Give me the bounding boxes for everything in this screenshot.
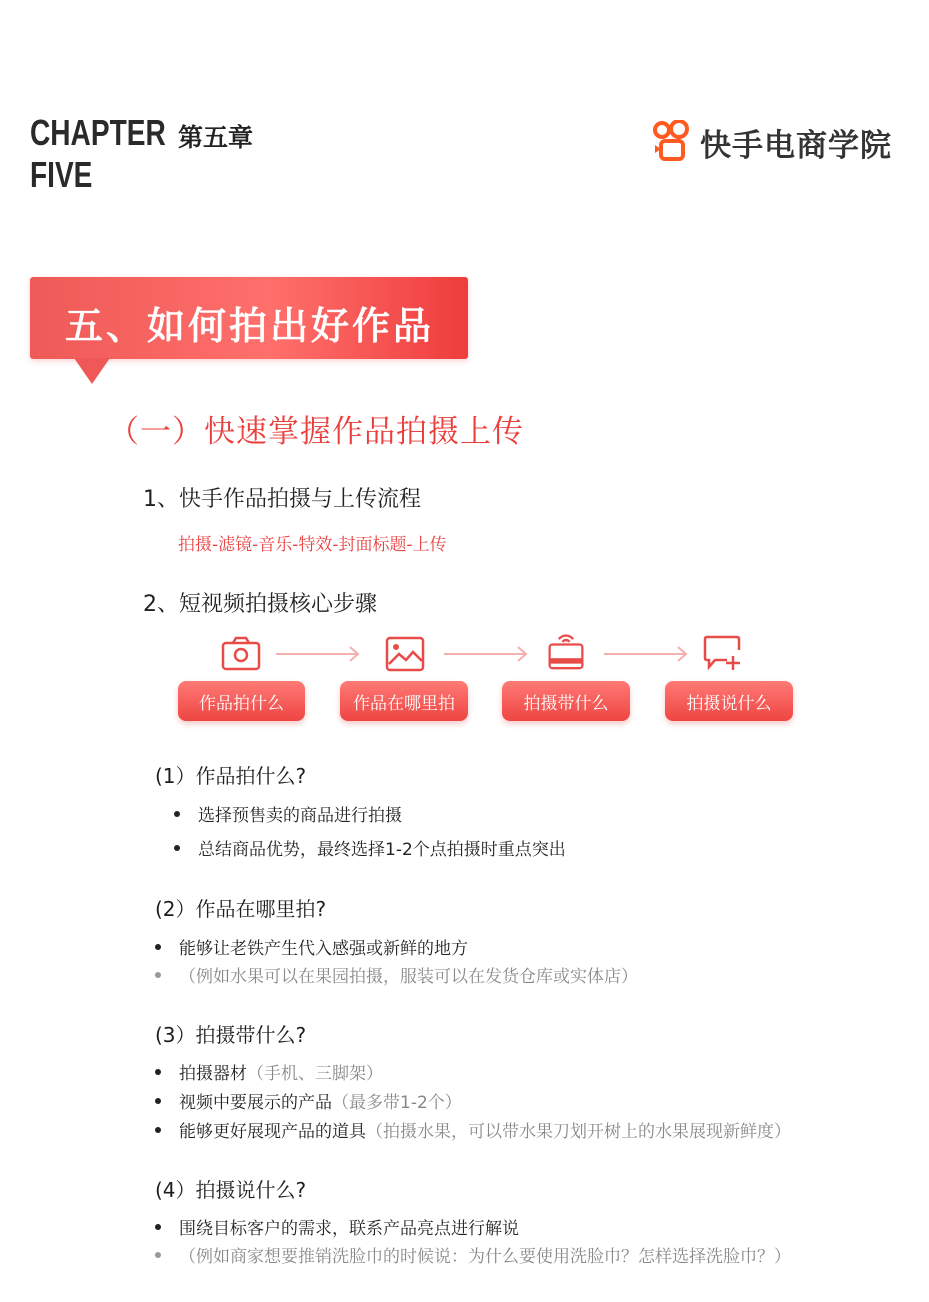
list-item-text: 视频中要展示的产品 <box>179 1093 332 1113</box>
list-item-note: （例如水果可以在果园拍摄，服装可以在发货仓库或实体店） <box>179 967 638 987</box>
list-item <box>155 962 638 987</box>
bullet <box>155 1098 161 1104</box>
banner-pointer <box>74 358 110 384</box>
step-pill-where-to-shoot[interactable] <box>340 681 468 721</box>
list-item-text: 总结商品优势，最终选择1-2个点拍摄时重点突出 <box>198 840 566 860</box>
list-item-text: 拍摄器材 <box>179 1064 247 1084</box>
step-label: 作品在哪里拍 <box>353 693 455 714</box>
speech-add-icon <box>703 634 743 674</box>
list-item-note: （拍摄水果，可以带水果刀划开树上的水果展现新鲜度） <box>366 1122 791 1142</box>
bullet <box>155 1127 161 1133</box>
image-icon <box>385 634 425 674</box>
chapter-cn-label: 第五章 <box>178 123 254 152</box>
banner-title: 五、如何拍出好作品 <box>65 304 435 348</box>
bullet <box>174 811 180 817</box>
list-item <box>155 1088 462 1113</box>
bullet <box>155 1224 161 1230</box>
question-2-title: (2）作品在哪里拍? <box>155 897 327 921</box>
bullet <box>174 845 180 851</box>
bullet <box>155 972 161 978</box>
step-pill-what-to-bring[interactable] <box>502 681 630 721</box>
upload-flow-text: 拍摄-滤镜-音乐-特效-封面标题-上传 <box>178 535 447 555</box>
list-item <box>155 1214 519 1239</box>
step-pill-what-to-shoot[interactable] <box>178 681 305 721</box>
bullet <box>155 1069 161 1075</box>
bullet <box>155 944 161 950</box>
list-item-note: （最多带1-2个） <box>332 1093 462 1113</box>
chapter-line-1: CHAPTER <box>30 112 166 153</box>
chapter-label <box>30 112 166 196</box>
list-item-text: 围绕目标客户的需求，联系产品亮点进行解说 <box>179 1219 519 1239</box>
list-item-text: 选择预售卖的商品进行拍摄 <box>198 806 402 826</box>
section-title: （一）快速掌握作品拍摄上传 <box>108 414 524 450</box>
list-item-note: （手机、三脚架） <box>247 1064 383 1084</box>
list-item <box>174 835 566 860</box>
list-item-text: 能够让老铁产生代入感强或新鲜的地方 <box>179 939 468 959</box>
question-1-title: (1）作品拍什么? <box>155 764 307 788</box>
list-item <box>174 801 402 826</box>
list-item <box>155 1117 791 1142</box>
chapter-line-2: FIVE <box>30 154 93 195</box>
question-3-title: (3）拍摄带什么? <box>155 1023 307 1047</box>
step-label: 拍摄带什么 <box>523 693 609 714</box>
bag-icon <box>546 630 586 670</box>
bullet <box>155 1252 161 1258</box>
step-label: 拍摄说什么 <box>686 693 772 714</box>
brand-logo <box>652 120 892 164</box>
list-item <box>155 934 468 959</box>
logo-text: 快手电商学院 <box>700 127 892 164</box>
list-item <box>155 1059 383 1084</box>
arrow-right-icon <box>276 644 362 664</box>
step-pill-what-to-say[interactable] <box>665 681 793 721</box>
arrow-right-icon <box>604 644 690 664</box>
part2-heading: 2、短视频拍摄核心步骤 <box>143 592 377 617</box>
list-item <box>155 1242 791 1267</box>
arrow-right-icon <box>444 644 530 664</box>
part1-heading: 1、快手作品拍摄与上传流程 <box>143 487 421 512</box>
question-4-title: (4）拍摄说什么? <box>155 1178 307 1202</box>
camera-icon <box>221 634 261 674</box>
list-item-text: 能够更好展现产品的道具 <box>179 1122 366 1142</box>
list-item-note: （例如商家想要推销洗脸巾的时候说：为什么要使用洗脸巾？怎样选择洗脸巾？） <box>179 1247 791 1267</box>
kuaishou-logo-icon <box>652 120 692 164</box>
step-label: 作品拍什么 <box>199 693 284 714</box>
